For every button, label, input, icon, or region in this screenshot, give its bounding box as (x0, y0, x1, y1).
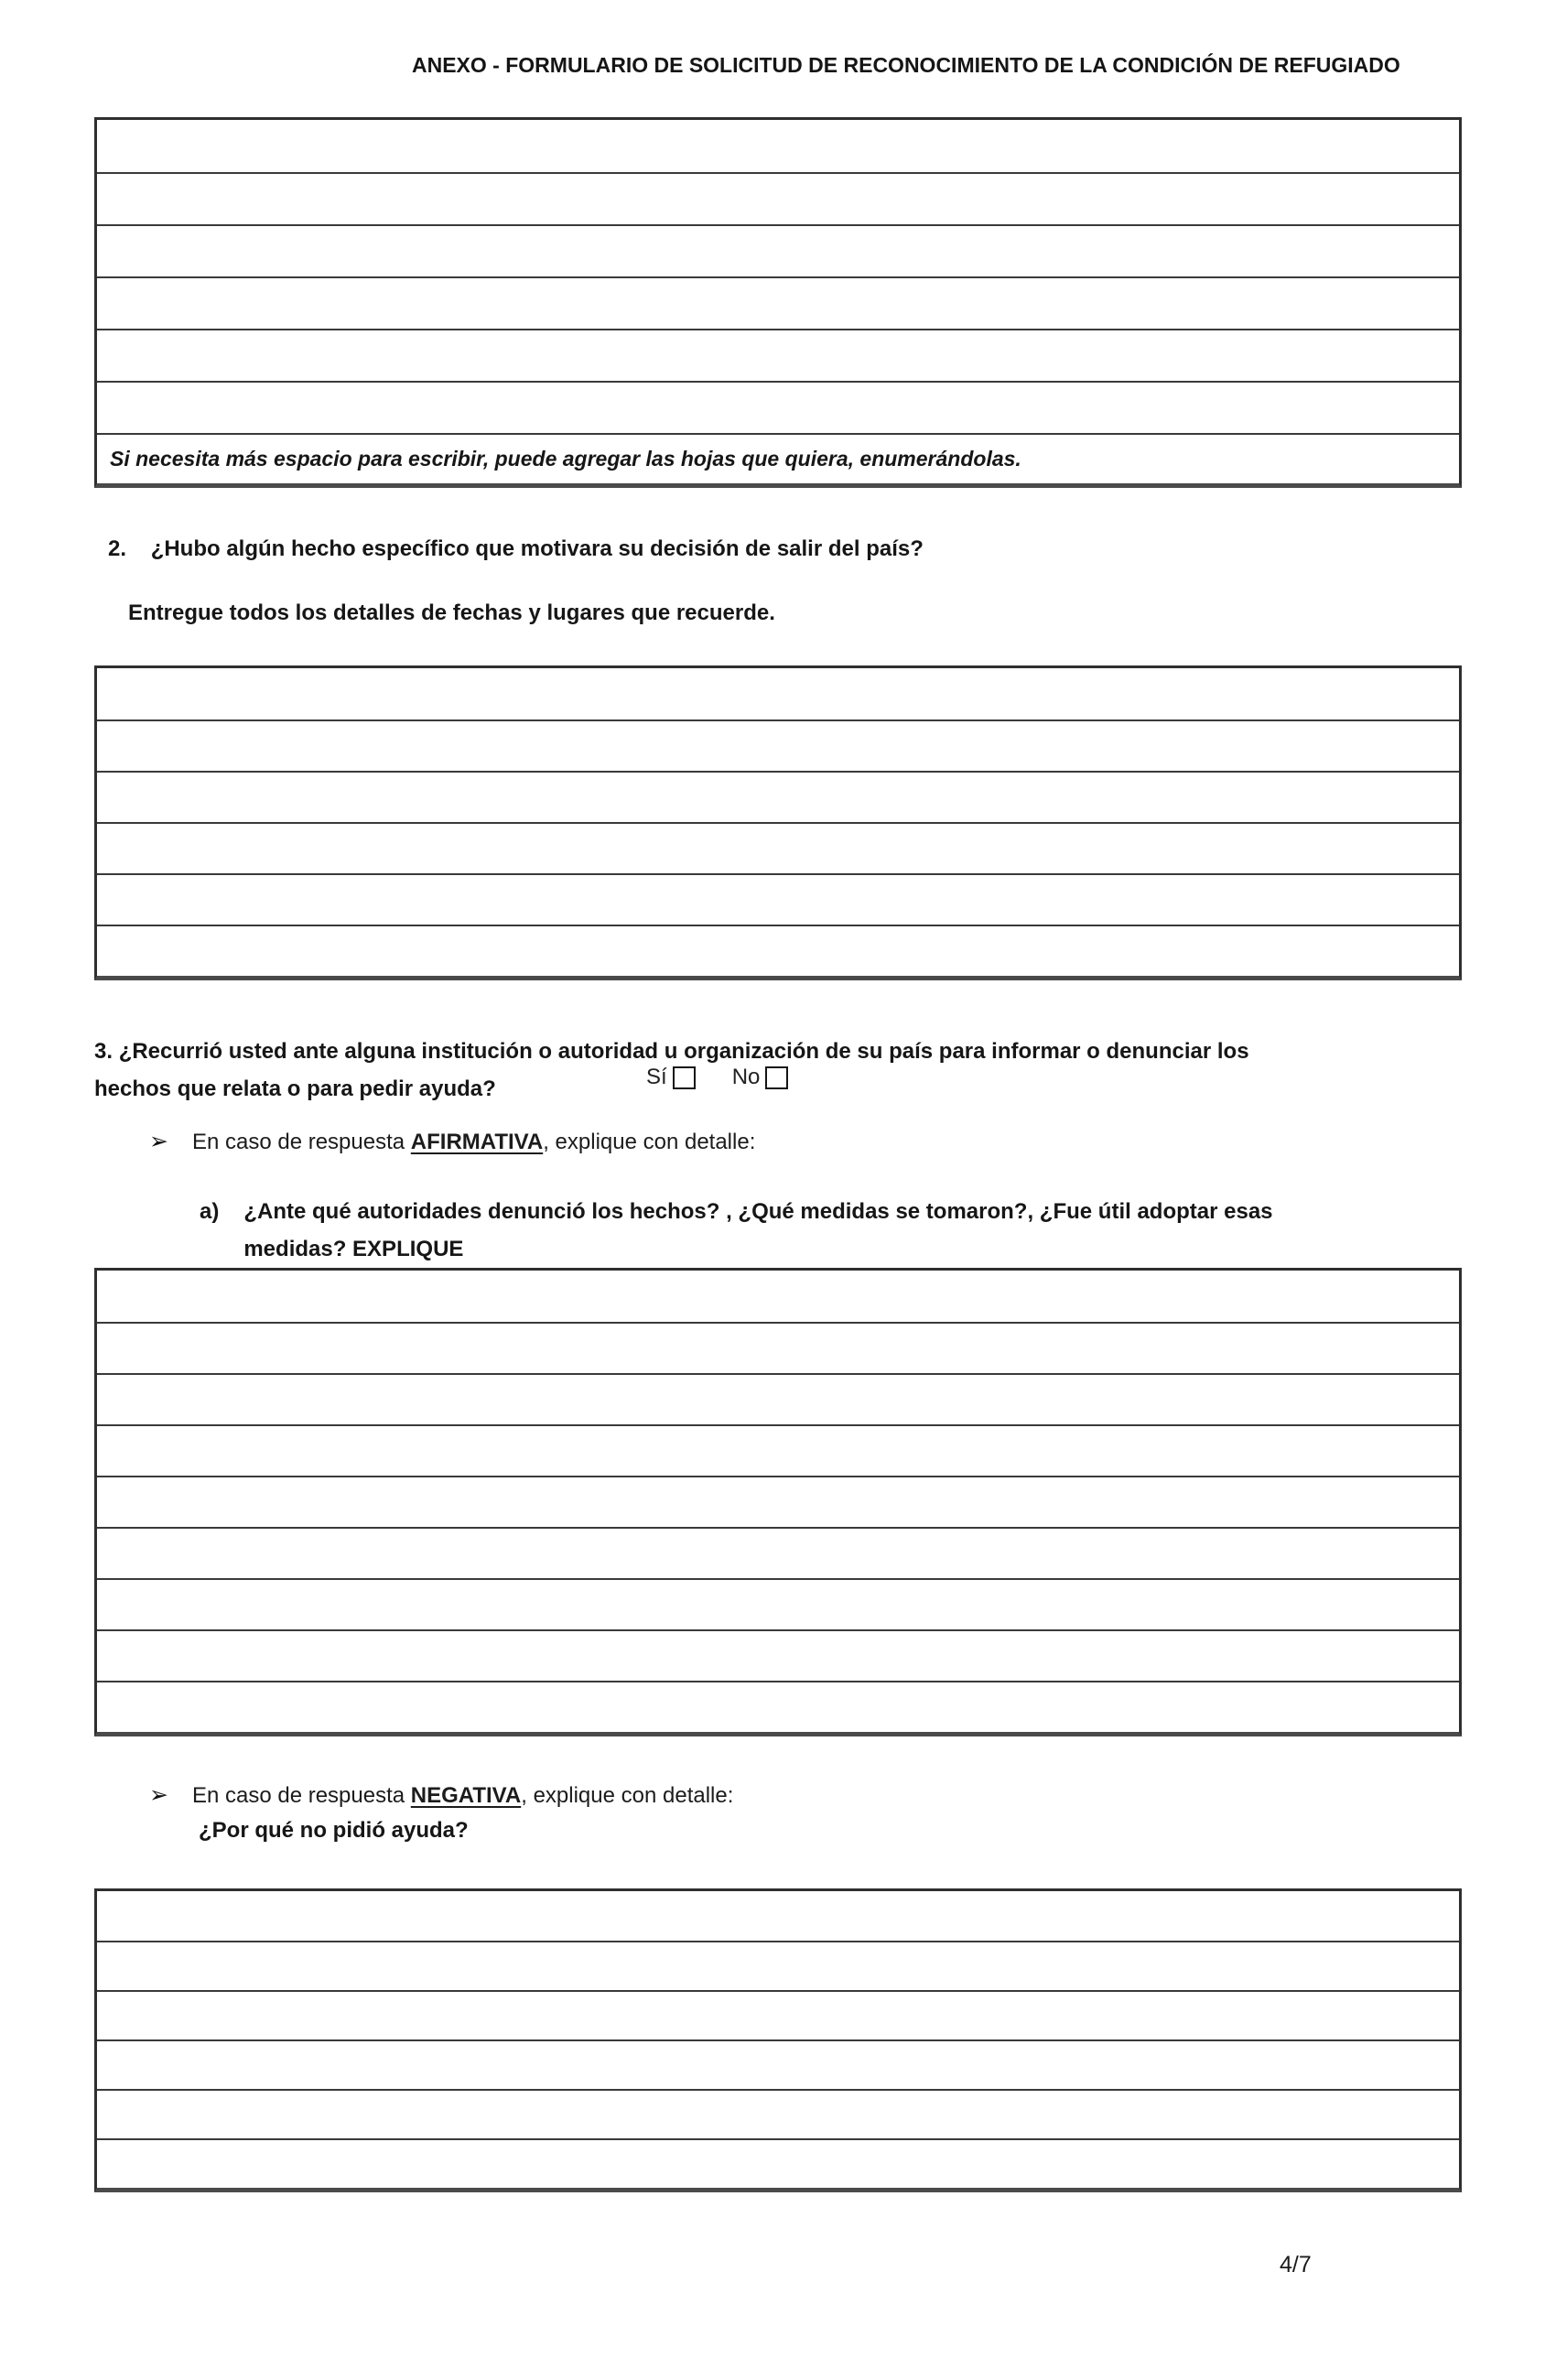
affirmative-instruction (149, 1128, 755, 1155)
answer-line[interactable] (97, 873, 1459, 925)
affirmative-keyword: AFIRMATIVA (410, 1130, 544, 1154)
question-3-text-line1: ¿Recurrió usted ante alguna institución o autoridad u organización de su país para informar o denunciar los (118, 1039, 1249, 1064)
no-checkbox[interactable] (765, 1066, 788, 1089)
answer-line[interactable] (97, 224, 1459, 276)
yes-no-group (646, 1065, 788, 1090)
sub-question-a-line2: medidas? EXPLIQUE (243, 1237, 464, 1262)
negative-instruction (149, 1781, 733, 1809)
answer-line[interactable] (97, 1990, 1459, 2039)
no-label: No (731, 1065, 761, 1089)
question-2-text: ¿Hubo algún hecho específico que motivara su decisión de salir del país? (150, 536, 924, 561)
sub-question-a (200, 1193, 1273, 1269)
yes-checkbox[interactable] (673, 1066, 696, 1089)
negative-prefix: En caso de respuesta (191, 1783, 411, 1808)
more-space-note: Si necesita más espacio para escribir, puede agregar las hojas que quiera, enumerándolas. (110, 447, 1021, 471)
answer-line[interactable] (97, 771, 1459, 822)
continuation-answer-table (94, 117, 1462, 488)
answer-line[interactable] (97, 668, 1459, 719)
answer-line[interactable] (97, 1891, 1459, 1941)
answer-line[interactable] (97, 1578, 1459, 1629)
answer-line[interactable] (97, 1476, 1459, 1527)
answer-line[interactable] (97, 719, 1459, 771)
negative-sub-question: ¿Por qué no pidió ayuda? (199, 1818, 469, 1843)
page-title: ANEXO - FORMULARIO DE SOLICITUD DE RECONOCIMIENTO DE LA CONDICIÓN DE REFUGIADO (412, 53, 1400, 77)
question-2 (108, 536, 924, 562)
answer-line[interactable] (97, 172, 1459, 224)
answer-line[interactable] (97, 1424, 1459, 1476)
answer-line[interactable] (97, 381, 1459, 433)
question-2-instruction: Entregue todos los detalles de fechas y lugares que recuerde. (128, 600, 775, 625)
answer-line[interactable] (97, 1322, 1459, 1373)
answer-line[interactable] (97, 925, 1459, 976)
arrow-bullet-icon: ➢ (149, 1128, 168, 1154)
affirmative-answer-table (94, 1268, 1462, 1736)
answer-line[interactable] (97, 2089, 1459, 2138)
answer-line[interactable] (97, 120, 1459, 172)
answer-line[interactable] (97, 276, 1459, 329)
page-number: 4/7 (1280, 2252, 1312, 2277)
negative-answer-table (94, 1888, 1462, 2192)
answer-line[interactable] (97, 1373, 1459, 1424)
answer-line[interactable] (97, 329, 1459, 381)
affirmative-prefix: En caso de respuesta (191, 1130, 411, 1154)
arrow-bullet-icon: ➢ (149, 1781, 168, 1808)
answer-line[interactable] (97, 1629, 1459, 1681)
sub-question-a-label: a) (200, 1199, 220, 1224)
sub-question-a-line1: ¿Ante qué autoridades denunció los hechos? , ¿Qué medidas se tomaron?, ¿Fue útil adoptar esas (243, 1199, 1273, 1224)
answer-line[interactable] (97, 1271, 1459, 1322)
answer-line[interactable] (97, 2039, 1459, 2089)
answer-line[interactable] (97, 1941, 1459, 1990)
answer-line[interactable] (97, 2138, 1459, 2188)
sub-question-a-text (243, 1193, 1272, 1269)
negative-suffix: , explique con detalle: (521, 1783, 734, 1808)
note-row (97, 433, 1459, 483)
affirmative-suffix: , explique con detalle: (543, 1130, 756, 1154)
question-2-number: 2. (108, 536, 127, 561)
question-3-text-line2: hechos que relata o para pedir ayuda? (94, 1076, 496, 1102)
question-2-answer-table (94, 665, 1462, 980)
answer-lines-group (97, 120, 1459, 433)
answer-line[interactable] (97, 822, 1459, 873)
question-3-number: 3. (94, 1039, 113, 1064)
negative-keyword: NEGATIVA (410, 1783, 522, 1808)
answer-line[interactable] (97, 1527, 1459, 1578)
answer-line[interactable] (97, 1681, 1459, 1732)
yes-label: Sí (646, 1065, 667, 1089)
